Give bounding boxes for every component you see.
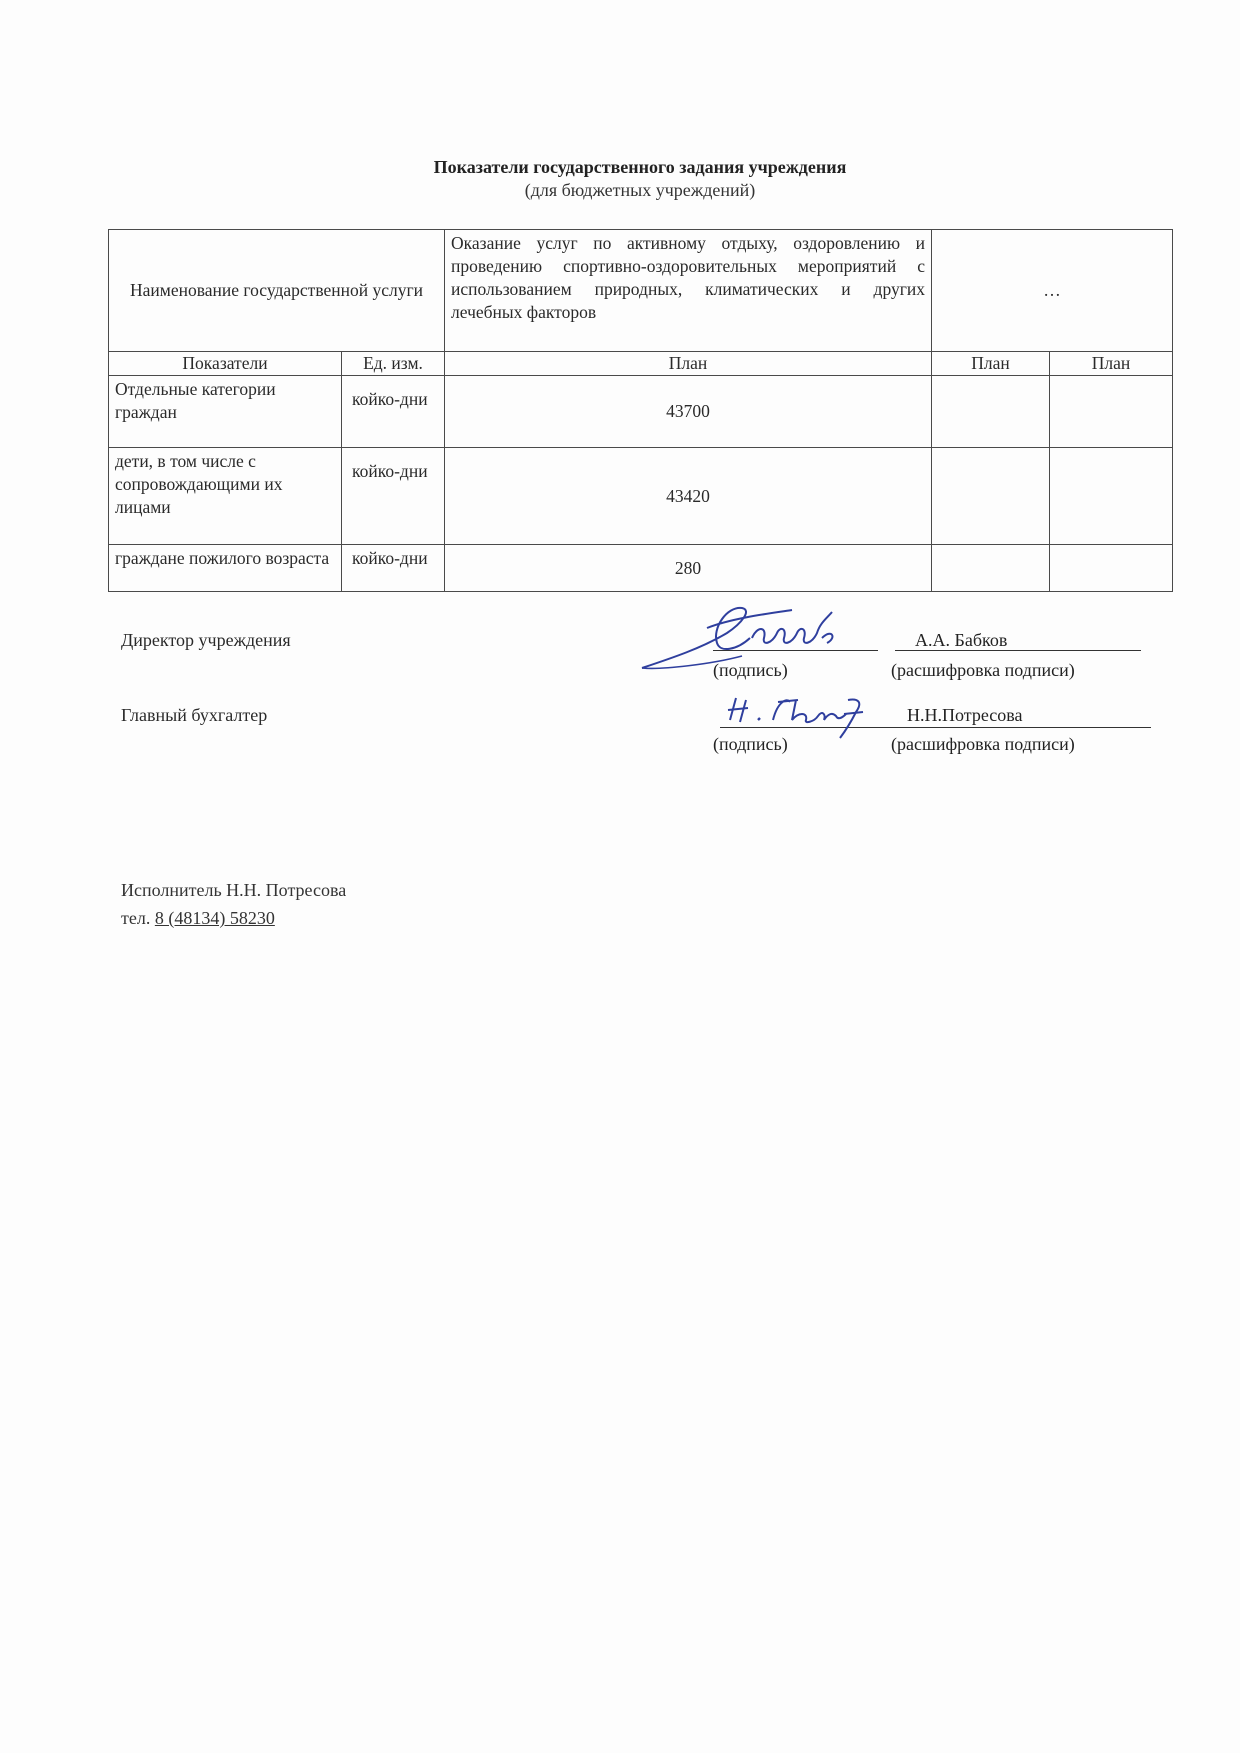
row-indicator: Отдельные категории граждан xyxy=(109,376,342,448)
executor-phone-line xyxy=(121,904,346,932)
table-row xyxy=(109,545,1173,592)
executor-phone-prefix: тел. xyxy=(121,908,151,928)
header-plan-2: План xyxy=(932,352,1050,376)
row-plan-2 xyxy=(932,545,1050,592)
table-row xyxy=(109,376,1173,448)
table-header-row xyxy=(109,352,1173,376)
accountant-signature-caption: (подпись) xyxy=(713,734,788,754)
row-plan: 280 xyxy=(445,545,932,592)
row-plan-3 xyxy=(1050,545,1173,592)
row-plan-3 xyxy=(1050,376,1173,448)
row-indicator: граждане пожилого возраста xyxy=(109,545,342,592)
row-unit: койко-дни xyxy=(342,448,445,545)
service-description: Оказание услуг по активному отдыху, оздоровлению и проведению спортивно-оздоровительных мероприятий с использованием природных, климатических и других лечебных факторов xyxy=(445,230,932,352)
header-plan-1: План xyxy=(445,352,932,376)
row-plan-2 xyxy=(932,448,1050,545)
accountant-name-caption: (расшифровка подписи) xyxy=(891,734,1075,754)
accountant-signature-icon xyxy=(718,690,898,740)
row-plan: 43420 xyxy=(445,448,932,545)
director-name: А.А. Бабков xyxy=(915,630,1008,650)
accountant-role: Главный бухгалтер xyxy=(121,705,268,725)
service-row xyxy=(109,230,1173,352)
row-indicator: дети, в том числе с сопровождающими их лицами xyxy=(109,448,342,545)
director-signature-caption: (подпись) xyxy=(713,660,788,680)
director-role: Директор учреждения xyxy=(121,630,291,650)
row-unit: койко-дни xyxy=(342,376,445,448)
header-indicators: Показатели xyxy=(109,352,342,376)
executor-block xyxy=(121,876,346,932)
header-plan-3: План xyxy=(1050,352,1173,376)
indicators-table xyxy=(108,229,1173,592)
service-more: … xyxy=(932,230,1173,352)
header-unit: Ед. изм. xyxy=(342,352,445,376)
director-name-line xyxy=(895,650,1141,651)
executor-phone: 8 (48134) 58230 xyxy=(154,908,275,928)
row-plan-3 xyxy=(1050,448,1173,545)
accountant-name: Н.Н.Потресова xyxy=(907,705,1023,725)
table-row xyxy=(109,448,1173,545)
director-name-caption: (расшифровка подписи) xyxy=(891,660,1075,680)
row-plan: 43700 xyxy=(445,376,932,448)
row-plan-2 xyxy=(932,376,1050,448)
document-subtitle: (для бюджетных учреждений) xyxy=(524,180,756,200)
row-unit: койко-дни xyxy=(342,545,445,592)
executor-label: Исполнитель Н.Н. Потресова xyxy=(121,880,347,900)
document-title: Показатели государственного задания учреждения xyxy=(433,157,847,177)
accountant-name-line xyxy=(880,727,1151,728)
service-name-label: Наименование государственной услуги xyxy=(109,230,445,352)
